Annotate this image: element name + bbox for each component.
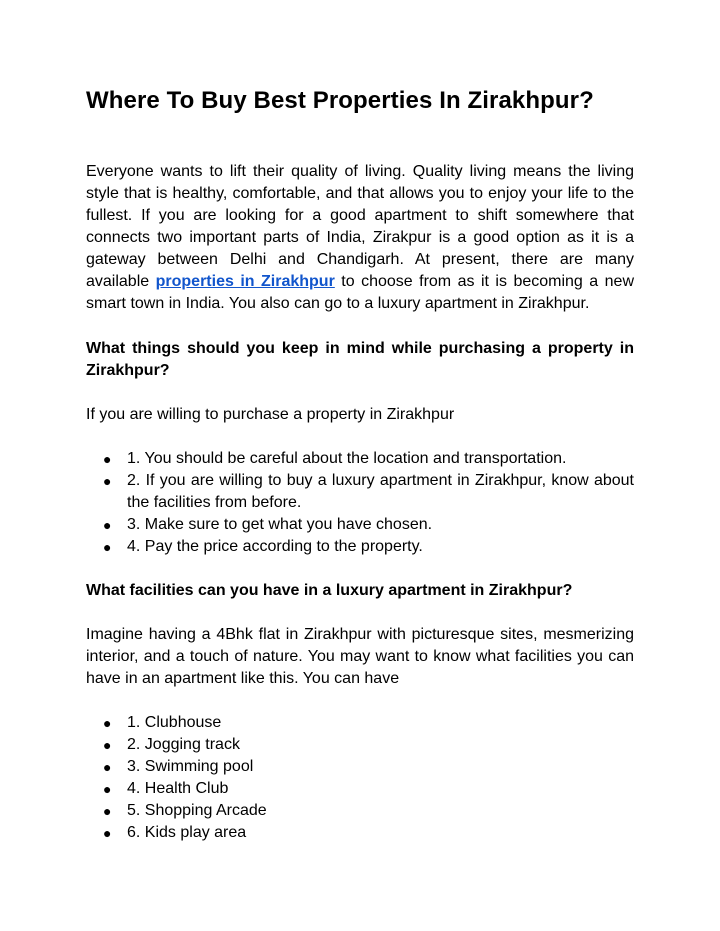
list-item <box>103 536 634 558</box>
page-title: Where To Buy Best Properties In Zirakhpur? <box>86 87 594 114</box>
list-item-text: 5. Shopping Arcade <box>127 802 267 819</box>
intro-text-before-link: Everyone wants to lift their quality of living. Quality living means the living style that is healthy, comfortable, and that allows you to enjoy your life to the fullest. If you are looking for a good apartment to shift somewhere that connects two important parts of India, Zirakpur is a good option as it is a gateway between Delhi and Chandigarh. At present, there are many available <box>86 163 634 290</box>
properties-link[interactable]: properties in Zirakhpur <box>155 273 335 290</box>
list-item-text: 2. Jogging track <box>127 736 240 753</box>
section2-lead: Imagine having a 4Bhk flat in Zirakhpur with picturesque sites, mesmerizing interior, and a touch of nature. You may want to know what facilities you can have in an apartment like this. You can have <box>86 626 634 687</box>
list-item-text: 6. Kids play area <box>127 824 247 841</box>
intro-paragraph <box>86 161 634 315</box>
list-item-text: 1. Clubhouse <box>127 714 222 731</box>
list-item <box>103 712 634 734</box>
bullet-icon: ● <box>103 803 112 819</box>
list-item <box>103 800 634 822</box>
intro-text-after-link: to choose from as it is becoming a new smart town in India. You also can go to a luxury apartment in Zirakhpur. <box>86 273 635 312</box>
list-item-text: 4. Pay the price according to the property. <box>127 538 423 555</box>
bullet-icon: ● <box>103 517 112 533</box>
bullet-icon: ● <box>103 781 112 797</box>
list-item-text: 3. Make sure to get what you have chosen. <box>127 516 433 533</box>
list-item-text: 1. You should be careful about the location and transportation. <box>127 450 567 467</box>
list-item-text: 2. If you are willing to buy a luxury apartment in Zirakhpur, know about the facilities from before. <box>127 472 634 511</box>
bullet-icon: ● <box>103 759 112 775</box>
bullet-icon: ● <box>103 473 112 489</box>
facilities-list <box>86 712 634 844</box>
list-item <box>103 734 634 756</box>
bullet-icon: ● <box>103 451 112 467</box>
bullet-icon: ● <box>103 715 112 731</box>
bullet-icon: ● <box>103 539 112 555</box>
list-item <box>103 514 634 536</box>
list-item <box>103 778 634 800</box>
list-item <box>103 756 634 778</box>
bullet-icon: ● <box>103 737 112 753</box>
list-item <box>103 822 634 844</box>
section2-heading: What facilities can you have in a luxury apartment in Zirakhpur? <box>86 582 573 599</box>
list-item-text: 3. Swimming pool <box>127 758 254 775</box>
section1-heading: What things should you keep in mind while purchasing a property in Zirakhpur? <box>86 340 634 379</box>
list-item <box>103 470 634 514</box>
bullet-icon: ● <box>103 825 112 841</box>
section1-lead: If you are willing to purchase a property in Zirakhpur <box>86 406 455 423</box>
list-item <box>103 448 634 470</box>
list-item-text: 4. Health Club <box>127 780 229 797</box>
considerations-list <box>86 448 634 558</box>
